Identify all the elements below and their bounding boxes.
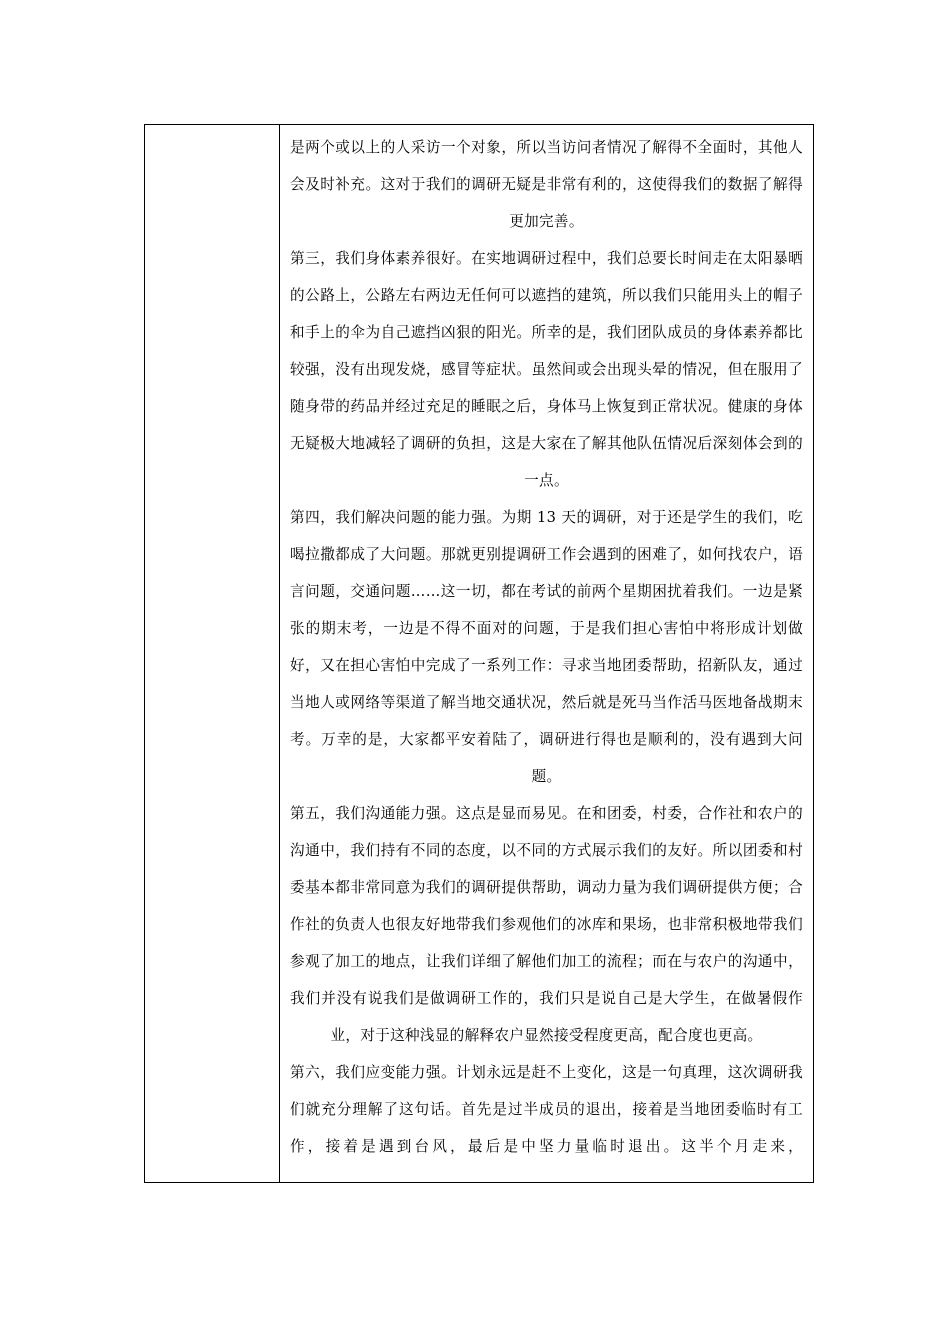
table-left-cell	[145, 125, 280, 1182]
paragraph-sixth-point: 第六，我们应变能力强。计划永远是赶不上变化，这是一句真理，这次调研我们就充分理解了这句话。首先是过半成员的退出，接着是当地团委临时有工作，接着是遇到台风，最后是中坚力量临时退出。这半个月走来，	[290, 1064, 803, 1155]
paragraph-third-point: 第三，我们身体素养很好。在实地调研过程中，我们总要长时间走在太阳暴晒的公路上，公路左右两边无任何可以遮挡的建筑，所以我们只能用头上的帽子和手上的伞为自己遮挡凶狠的阳光。所幸的是，我们团队成员的身体素养都比较强，没有出现发烧，感冒等症状。虽然间或会出现头晕的情况，但在服用了随身带的药品并经过充足的睡眠之后，身体马上恢复到正常状况。健康的身体无疑极大地减轻了调研的负担，这是大家在了解其他队伍情况后深刻体会到的一点。	[290, 250, 803, 489]
paragraph-fifth-point: 第五，我们沟通能力强。这点是显而易见。在和团委，村委，合作社和农户的沟通中，我们持有不同的态度，以不同的方式展示我们的友好。所以团委和村委基本都非常同意为我们的调研提供帮助，调动力量为我们调研提供方便；合作社的负责人也很友好地带我们参观他们的冰库和果场，也非常积极地带我们参观了加工的地点，让我们详细了解他们加工的流程；而在与农户的沟通中，我们并没有说我们是做调研工作的，我们只是说自己是大学生，在做暑假作业，对于这种浅显的解释农户显然接受程度更高，配合度也更高。	[290, 805, 803, 1044]
paragraph-continuation: 是两个或以上的人采访一个对象，所以当访问者情况了解得不全面时，其他人会及时补充。这对于我们的调研无疑是非常有利的，这使得我们的数据了解得更加完善。	[290, 139, 803, 230]
table-right-cell	[280, 125, 813, 1182]
paragraph-fourth-point: 第四，我们解决问题的能力强。为期 13 天的调研，对于还是学生的我们，吃喝拉撒都成了大问题。那就更别提调研工作会遇到的困难了，如何找农户，语言问题，交通问题……这一切，都在考试的前两个星期困扰着我们。一边是紧张的期末考，一边是不得不面对的问题，于是我们担心害怕中将形成计划做好，又在担心害怕中完成了一系列工作：寻求当地团委帮助，招新队友，通过当地人或网络等渠道了解当地交通状况，然后就是死马当作活马医地备战期末考。万幸的是，大家都平安着陆了，调研进行得也是顺利的，没有遇到大问题。	[290, 509, 803, 785]
content-table	[144, 124, 814, 1183]
